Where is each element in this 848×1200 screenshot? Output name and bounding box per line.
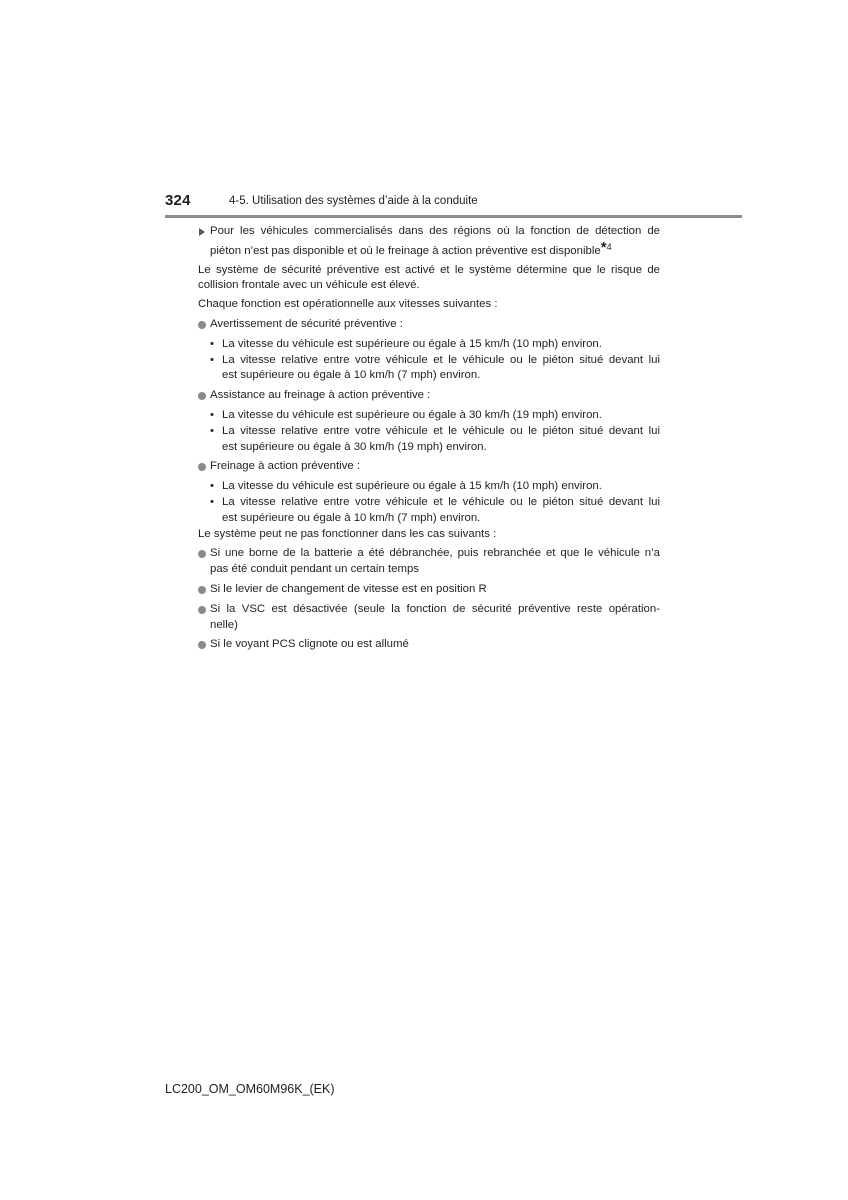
speed-bullet-text: La vitesse relative entre votre véhicule et le véhicule ou le piéton situé devant lui [222, 495, 660, 508]
speed-bullet-text: La vitesse du véhicule est supérieure ou égale à 15 km/h (10 mph) environ. [222, 337, 602, 350]
case-text: Si le voyant PCS clignote ou est allumé [210, 638, 409, 651]
circle-bullet-icon [198, 550, 206, 558]
speed-bullet-item [198, 479, 660, 495]
speed-bullet-text: La vitesse relative entre votre véhicule et le véhicule ou le piéton situé devant lui [222, 353, 660, 366]
main-content [198, 224, 660, 653]
speed-bullet-text-cont: est supérieure ou égale à 10 km/h (7 mph) environ. [222, 369, 481, 382]
circle-bullet-icon [198, 641, 206, 649]
speed-bullet-text: La vitesse relative entre votre véhicule et le véhicule ou le piéton situé devant lui [222, 424, 660, 437]
circle-bullet-icon [198, 321, 206, 329]
speed-bullet-text-cont: est supérieure ou égale à 30 km/h (19 mph) environ. [222, 440, 487, 453]
bullet-dot-icon: • [210, 424, 214, 437]
bullet-dot-icon: • [210, 408, 214, 421]
asterisk-icon: * [600, 238, 607, 256]
case-text: Si la VSC est désactivée (seule la fonction de sécurité préventive reste opération- [210, 602, 660, 615]
function-item [198, 388, 660, 404]
bullet-dot-icon: • [210, 337, 214, 350]
header-rule [165, 215, 742, 218]
circle-bullet-icon [198, 463, 206, 471]
condition-line-2 [210, 240, 660, 260]
case-item [198, 546, 660, 578]
page-number: 324 [165, 192, 191, 209]
regional-condition-item [198, 224, 660, 260]
function-title: Assistance au freinage à action préventive : [210, 389, 431, 402]
intro-paragraph [198, 263, 660, 295]
triangle-bullet-icon [199, 228, 205, 236]
speed-bullet-item [198, 408, 660, 424]
function-item [198, 459, 660, 475]
function-speed-list [198, 337, 660, 384]
condition-line-2-text: piéton n’est pas disponible et où le freinage à action préventive est disponible [210, 244, 601, 257]
footnote-reference: 4 [606, 241, 612, 252]
circle-bullet-icon [198, 606, 206, 614]
speeds-intro: Chaque fonction est opérationnelle aux vitesses suivantes : [198, 298, 498, 311]
function-speed-list [198, 479, 660, 526]
speed-bullet-text: La vitesse du véhicule est supérieure ou égale à 15 km/h (10 mph) environ. [222, 480, 602, 493]
speed-bullet-text: La vitesse du véhicule est supérieure ou égale à 30 km/h (19 mph) environ. [222, 408, 602, 421]
intro-line-2: collision frontale avec un véhicule est élevé. [198, 279, 420, 292]
intro-line-1: Le système de sécurité préventive est activé et le système détermine que le risque de [198, 263, 660, 276]
case-text-cont: nelle) [210, 618, 238, 631]
speed-bullet-item [198, 337, 660, 353]
case-item [198, 602, 660, 634]
case-item [198, 637, 660, 653]
cases-intro: Le système peut ne pas fonctionner dans les cas suivants : [198, 527, 497, 540]
section-title: 4-5. Utilisation des systèmes d’aide à la conduite [229, 195, 478, 207]
function-title: Freinage à action préventive : [210, 460, 361, 473]
speed-bullet-item [198, 424, 660, 456]
bullet-dot-icon: • [210, 495, 214, 508]
case-text-cont: pas été conduit pendant un certain temps [210, 563, 419, 576]
bullet-dot-icon: • [210, 480, 214, 493]
bullet-dot-icon: • [210, 353, 214, 366]
case-item [198, 582, 660, 598]
circle-bullet-icon [198, 586, 206, 594]
case-text: Si le levier de changement de vitesse est en position R [210, 582, 487, 595]
speed-bullet-item [198, 495, 660, 527]
page-header [165, 190, 742, 218]
speed-bullet-item [198, 353, 660, 385]
function-item [198, 317, 660, 333]
case-text: Si une borne de la batterie a été débranchée, puis rebranchée et que le véhicule n’a [210, 547, 660, 560]
speed-bullet-text-cont: est supérieure ou égale à 10 km/h (7 mph) environ. [222, 511, 481, 524]
function-title: Avertissement de sécurité préventive : [210, 317, 403, 330]
circle-bullet-icon [198, 392, 206, 400]
function-speed-list [198, 408, 660, 455]
document-code: LC200_OM_OM60M96K_(EK) [165, 1082, 335, 1096]
condition-line-1: Pour les véhicules commercialisés dans des régions où la fonction de détection de [210, 225, 660, 237]
